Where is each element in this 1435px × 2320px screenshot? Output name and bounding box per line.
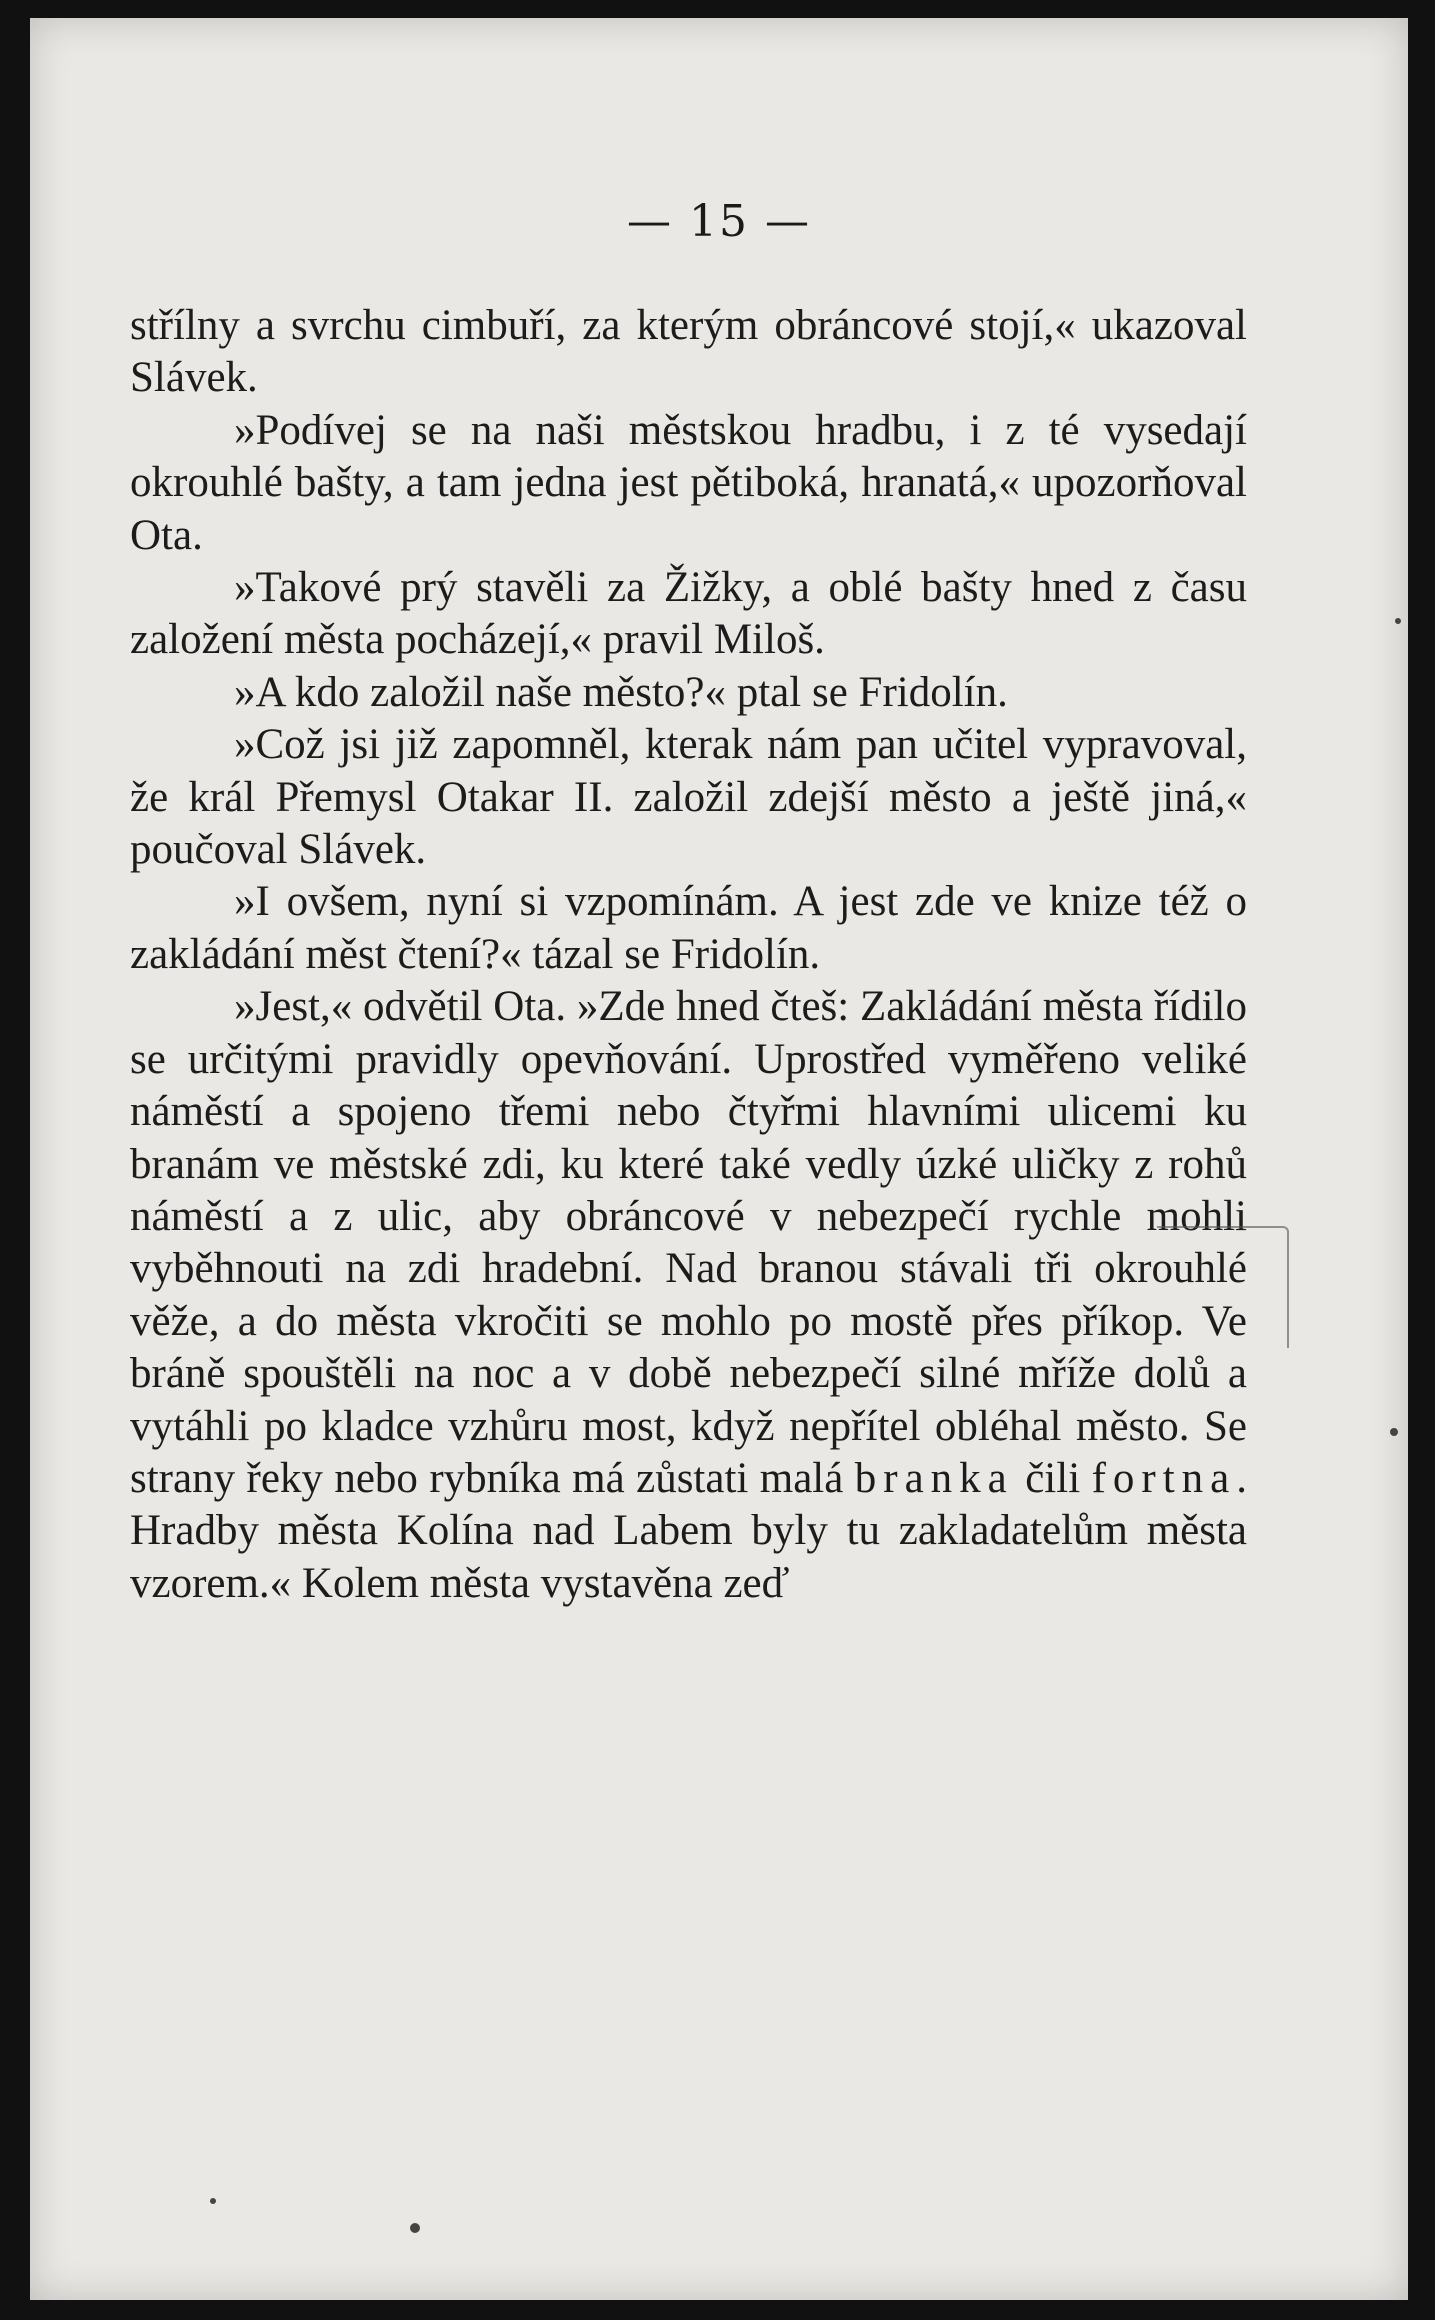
- paragraph: »Takové prý stavěli za Žižky, a oblé bašty hned z času založení města pocházejí,« pravil Miloš.: [130, 564, 1247, 664]
- paragraph: »Podívej se na naši městskou hradbu, i z té vysedají okrouhlé bašty, a tam jedna jest pětiboká, hranatá,« upozorňoval Ota.: [130, 406, 1247, 559]
- paragraph: »A kdo založil naše město?« ptal se Fridolín.: [234, 668, 1008, 716]
- page-speck: [1390, 1428, 1398, 1436]
- page-speck: [410, 2223, 420, 2233]
- spaced-word: branka: [854, 1454, 1014, 1502]
- text-run: čili: [1025, 1454, 1081, 1502]
- paragraph: střílny a svrchu cimbuří, za kterým obráncové stojí,« ukazoval Slávek.: [130, 302, 1247, 402]
- margin-mark: [1157, 1226, 1289, 1348]
- text-run: . Hradby města Kolína nad Labem byly tu zakladatelům města vzorem.« Kolem města vystavěna zeď: [130, 1454, 1248, 1607]
- page-number: — 15 —: [627, 196, 811, 247]
- paragraph: »I ovšem, nyní si vzpomínám. A jest zde ve knize též o zakládání měst čtení?« tázal se Fridolín.: [130, 878, 1247, 978]
- page-speck: [1395, 618, 1401, 624]
- text-run: »Jest,« odvětil Ota. »Zde hned čteš: Zakládání města řídilo se určitými pravidly opevňování. Uprostřed vyměřeno veliké náměstí a spojeno třemi nebo čtyřmi hlavními ulicemi ku branám ve městské zdi, ku které také vedly úzké uličky z rohů náměstí a z ulic, aby obráncové v nebezpečí rychle mohli vyběhnouti na zdi hradební. Nad branou stávali tři okrouhlé věže, a do města vkročiti se mohlo po mostě přes příkop. Ve bráně spouštěli na noc a v době nebezpečí silné mříže dolů a vytáhli po kladce vzhůru most, když nepřítel obléhal město. Se strany řeky nebo rybníka má zůstati malá: [130, 983, 1247, 1502]
- page-speck: [210, 2198, 216, 2204]
- paragraph-last: [130, 981, 1247, 1610]
- paragraph: »Což jsi již zapomněl, kterak nám pan učitel vypravoval, že král Přemysl Otakar II. založil zdejší město a ještě jiná,« poučoval Slávek.: [130, 721, 1247, 874]
- spaced-word: fortna: [1091, 1454, 1237, 1502]
- body-text: [130, 300, 1247, 1610]
- book-page: [30, 18, 1408, 2300]
